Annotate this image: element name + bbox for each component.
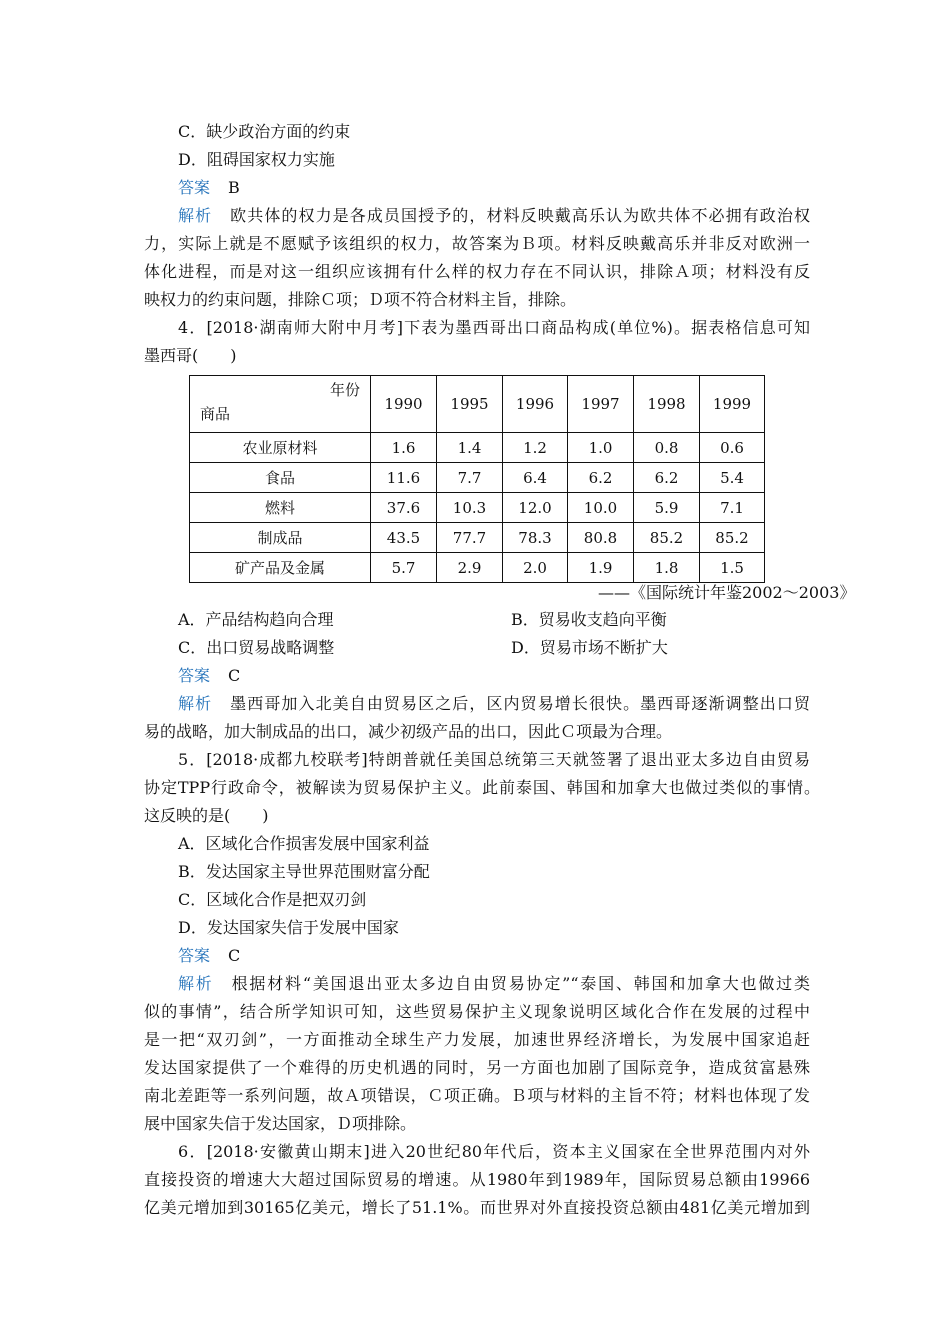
table-cell: 85.2: [700, 523, 765, 553]
q6-stem-line: 亿美元增加到30165亿美元，增长了51.1%。而世界对外直接投资总额由481亿美元增加到: [144, 1198, 810, 1217]
table-cell: 37.6: [371, 493, 437, 523]
q5-option-c: C．区域化合作是把双刃剑: [178, 890, 367, 909]
q3-analysis-line: 力，实际上就是不愿赋予该组织的权力，故答案为Ｂ项。材料反映戴高乐并非反对欧洲一: [144, 234, 810, 253]
table-cell: 12.0: [503, 493, 568, 523]
q4-answer: [178, 666, 240, 686]
table-cell: 10.0: [568, 493, 634, 523]
q5-stem-line: 5．[2018·成都九校联考]特朗普就任美国总统第三天就签署了退出亚太多边自由贸易: [178, 750, 810, 769]
table-cell: 5.7: [371, 553, 437, 583]
table-cell: 0.6: [700, 433, 765, 463]
goods-name: 农业原材料: [190, 433, 371, 463]
analysis-tag: 解析: [178, 694, 213, 713]
q4-option-b: B．贸易收支趋向平衡: [511, 610, 667, 629]
q4-stem-line: 墨西哥( ): [144, 346, 237, 365]
year-header: 1997: [568, 376, 634, 433]
year-header: 1990: [371, 376, 437, 433]
q5-analysis-line: 发达国家提供了一个难得的历史机遇的同时，另一方面也加剧了国际竞争，造成贫富悬殊: [144, 1058, 810, 1077]
answer-value: B: [228, 178, 240, 197]
q3-analysis-line: 体化进程，而是对这一组织应该拥有什么样的权力存在不同认识，排除Ａ项；材料没有反: [144, 262, 810, 281]
q5-analysis-line: 解析 根据材料“美国退出亚太多边自由贸易协定”“泰国、韩国和加拿大也做过类: [178, 974, 810, 993]
table-corner-cell: [190, 376, 371, 433]
table-row: [190, 463, 765, 493]
answer-value: C: [228, 946, 241, 965]
year-header: 1995: [437, 376, 503, 433]
q5-stem-line: 这反映的是( ): [144, 806, 269, 825]
corner-goods-label: 商品: [200, 405, 231, 423]
table-row: [190, 553, 765, 583]
analysis-tag: 解析: [178, 974, 214, 993]
q4-analysis-line: 易的战略，加大制成品的出口，减少初级产品的出口，因此Ｃ项最为合理。: [144, 722, 673, 741]
q5-answer: [178, 946, 240, 966]
q5-analysis-line: 南北差距等一系列问题，故Ａ项错误，Ｃ项正确。Ｂ项与材料的主旨不符；材料也体现了发: [144, 1086, 810, 1105]
answer-tag: 答案: [178, 666, 211, 685]
table-cell: 1.5: [700, 553, 765, 583]
table-header-row: [190, 376, 765, 433]
q4-option-a: A．产品结构趋向合理: [178, 610, 334, 629]
table-cell: 0.8: [634, 433, 700, 463]
table-cell: 1.8: [634, 553, 700, 583]
table-cell: 43.5: [371, 523, 437, 553]
q3-analysis-line: 映权力的约束问题，排除Ｃ项；Ｄ项不符合材料主旨，排除。: [144, 290, 577, 309]
export-composition-table: [189, 375, 765, 583]
table-cell: 1.4: [437, 433, 503, 463]
q4-stem-line: 4．[2018·湖南师大附中月考]下表为墨西哥出口商品构成(单位%)。据表格信息可知: [178, 318, 810, 337]
answer-tag: 答案: [178, 178, 211, 197]
answer-tag: 答案: [178, 946, 211, 965]
goods-name: 燃料: [190, 493, 371, 523]
table-cell: 2.0: [503, 553, 568, 583]
q5-option-b: B．发达国家主导世界范围财富分配: [178, 862, 430, 881]
analysis-tag: 解析: [178, 206, 213, 225]
table-cell: 5.4: [700, 463, 765, 493]
table-source: ——《国际统计年鉴2002～2003》: [598, 583, 856, 602]
q5-option-a: A．区域化合作损害发展中国家利益: [178, 834, 430, 853]
table-cell: 1.0: [568, 433, 634, 463]
table-cell: 7.7: [437, 463, 503, 493]
goods-name: 食品: [190, 463, 371, 493]
table-cell: 78.3: [503, 523, 568, 553]
table-cell: 1.9: [568, 553, 634, 583]
goods-name: 矿产品及金属: [190, 553, 371, 583]
goods-name: 制成品: [190, 523, 371, 553]
q6-stem-line: 直接投资的增速大大超过国际贸易的增速。从1980年到1989年，国际贸易总额由19966: [144, 1170, 810, 1189]
table-row: [190, 433, 765, 463]
table-cell: 6.2: [634, 463, 700, 493]
table-row: [190, 493, 765, 523]
corner-year-label: 年份: [329, 381, 360, 399]
answer-value: C: [228, 666, 241, 685]
table-cell: 6.4: [503, 463, 568, 493]
q3-option-c: C．缺少政治方面的约束: [178, 122, 351, 141]
q4-option-d: D．贸易市场不断扩大: [511, 638, 668, 657]
table-cell: 85.2: [634, 523, 700, 553]
q3-option-d: D．阻碍国家权力实施: [178, 150, 335, 169]
table-cell: 2.9: [437, 553, 503, 583]
q6-stem-line: 6．[2018·安徽黄山期末]进入20世纪80年代后，资本主义国家在全世界范围内对外: [178, 1142, 810, 1161]
table-cell: 80.8: [568, 523, 634, 553]
q5-analysis-line: 展中国家失信于发达国家，Ｄ项排除。: [144, 1114, 417, 1133]
table-cell: 5.9: [634, 493, 700, 523]
table-row: [190, 523, 765, 553]
table-cell: 10.3: [437, 493, 503, 523]
year-header: 1998: [634, 376, 700, 433]
table-cell: 1.2: [503, 433, 568, 463]
q3-answer: [178, 178, 240, 198]
q5-analysis-line: 是一把“双刃剑”，一方面推动全球生产力发展，加速世界经济增长，为发展中国家追赶: [144, 1030, 810, 1049]
q5-stem-line: 协定TPP行政命令，被解读为贸易保护主义。此前泰国、韩国和加拿大也做过类似的事情。: [144, 778, 820, 797]
table-cell: 6.2: [568, 463, 634, 493]
table-cell: 11.6: [371, 463, 437, 493]
q5-option-d: D．发达国家失信于发展中国家: [178, 918, 399, 937]
q4-analysis-line: 解析 墨西哥加入北美自由贸易区之后，区内贸易增长很快。墨西哥逐渐调整出口贸: [178, 694, 810, 713]
table-cell: 77.7: [437, 523, 503, 553]
q5-analysis-line: 似的事情”，结合所学知识可知，这些贸易保护主义现象说明区域化合作在发展的过程中: [144, 1002, 810, 1021]
q4-option-c: C．出口贸易战略调整: [178, 638, 335, 657]
table-cell: 7.1: [700, 493, 765, 523]
q3-analysis-line: 解析 欧共体的权力是各成员国授予的，材料反映戴高乐认为欧共体不必拥有政治权: [178, 206, 810, 225]
year-header: 1996: [503, 376, 568, 433]
year-header: 1999: [700, 376, 765, 433]
table-cell: 1.6: [371, 433, 437, 463]
